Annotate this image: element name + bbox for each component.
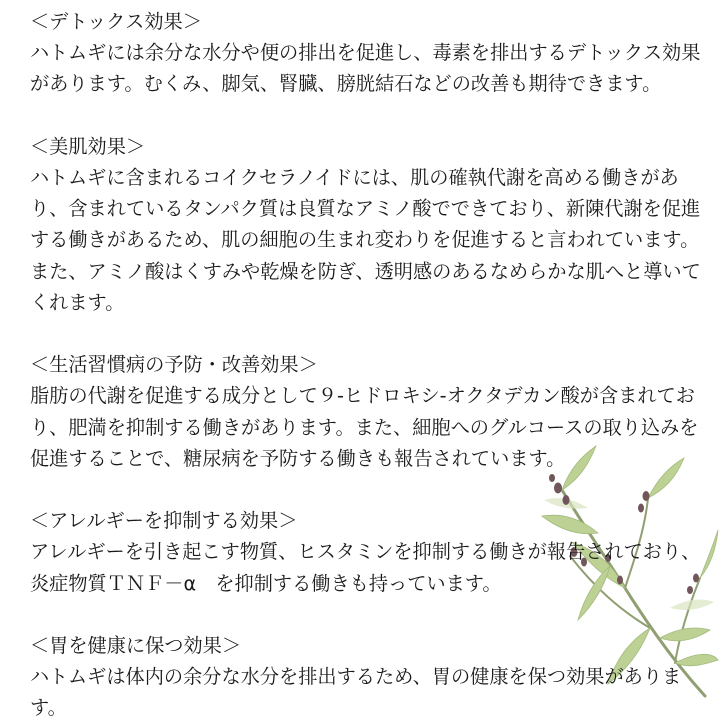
section-allergy (30, 505, 702, 599)
section-paragraph: ハトムギには余分な水分や便の排出を促進し、毒素を排出するデトックス効果があります。むくみ、脚気、腎臓、膀胱結石などの改善も期待できます。 (30, 41, 701, 96)
section-paragraph: ハトムギに含まれるコイクセラノイドには、肌の確執代謝を高める働きがあり、含まれているタンパク質は良質なアミノ酸でできており、新陳代謝を促進する働きがあるため、肌の細胞の生まれ変わりを促進すると言われています。 (30, 166, 701, 252)
section-paragraph: また、アミノ酸はくすみや乾燥を防ぎ、透明感のあるなめらかな肌へと導いてくれます。 (30, 259, 701, 314)
section-heading: ＜デトックス効果＞ (30, 10, 202, 33)
section-heading: ＜美肌効果＞ (30, 134, 146, 158)
section-stomach-health (30, 630, 702, 720)
section-paragraph: アレルギーを引き起こす物質、ヒスタミンを抑制する働きが報告されており、炎症物質ＴＮＦ－α を抑制する働きも持っています。 (30, 540, 701, 595)
section-lifestyle-disease (30, 349, 702, 474)
section-heading: ＜アレルギーを抑制する効果＞ (30, 509, 298, 533)
section-paragraph: ハトムギは体内の余分な水分を排出するため、胃の健康を保つ効果があります。 (30, 665, 682, 720)
section-heading: ＜生活習慣病の予防・改善効果＞ (30, 353, 318, 377)
section-paragraph: 脂肪の代謝を促進する成分として９-ヒドロキシ-オクタデカン酸が含まれており、肥満を抑制する働きがあります。また、細胞へのグルコースの取り込みを促進することで、糖尿病を予防する働きも報告されています。 (30, 384, 699, 470)
section-skin-beauty (30, 131, 702, 318)
section-heading: ＜胃を健康に保つ効果＞ (30, 634, 242, 657)
document-body (30, 6, 702, 720)
section-detox (30, 6, 702, 100)
